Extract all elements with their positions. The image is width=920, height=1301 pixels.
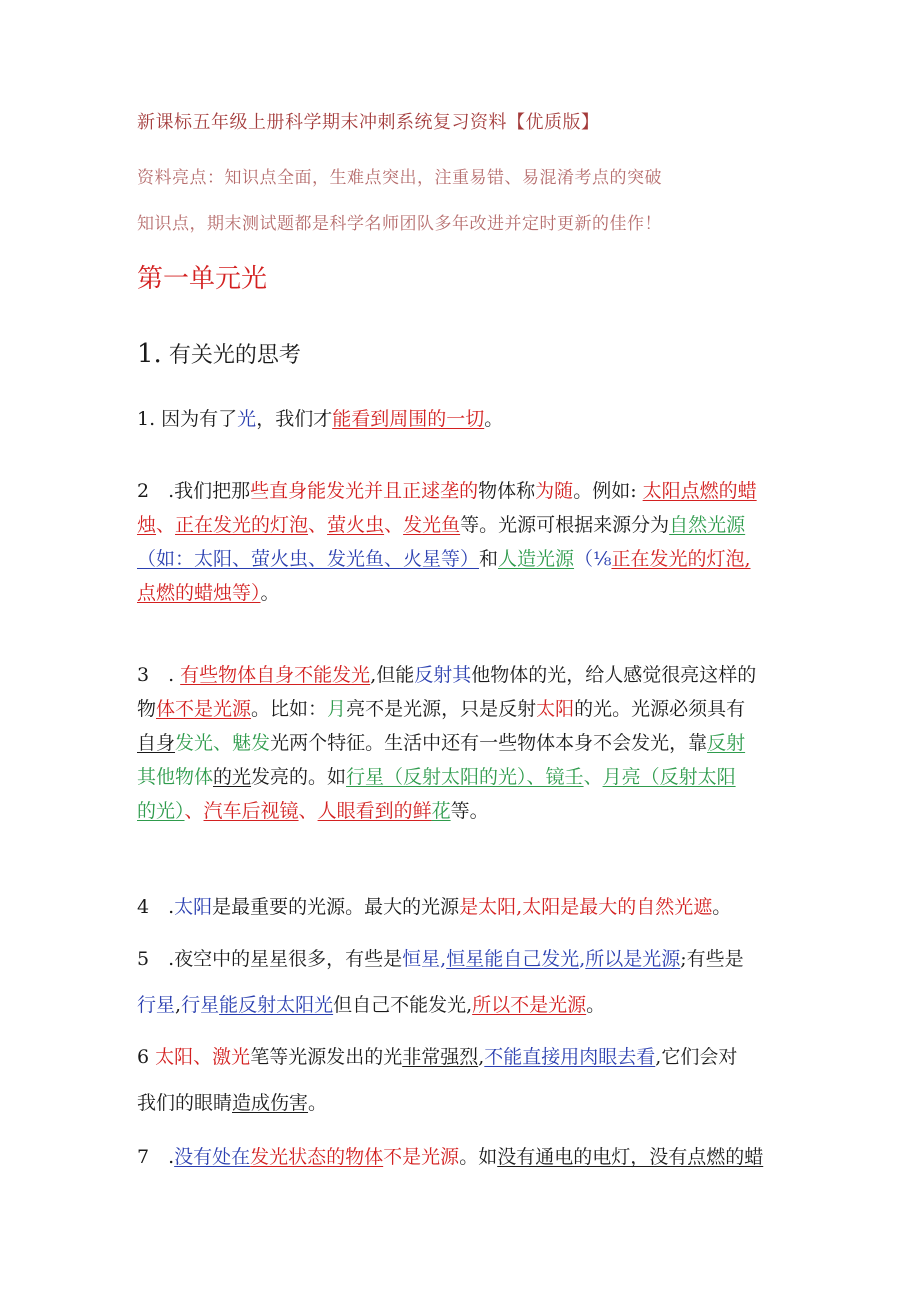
text-run: 1. 因为有了	[137, 408, 238, 430]
highlight-green: 其他物体	[137, 766, 214, 788]
highlight-red: 、	[298, 800, 318, 822]
text-run: ,它们会对	[655, 1046, 738, 1068]
paragraph-6	[137, 1040, 787, 1120]
text-run: 。比如：	[251, 698, 328, 720]
highlight-green: 、	[213, 732, 233, 754]
paragraph-2	[137, 474, 787, 610]
highlight-blue: ,	[440, 948, 447, 970]
underlined-green: 反射	[707, 732, 746, 754]
paragraph-5	[137, 942, 787, 1022]
paragraph-1	[137, 402, 787, 436]
highlight-red: 、	[193, 1046, 213, 1068]
text-run: 和	[479, 548, 499, 570]
section-title: 有关光的思考	[168, 343, 301, 368]
highlight-red: 是太阳,	[459, 896, 523, 918]
underlined-red: 发光鱼	[403, 514, 461, 536]
highlight-green: 、	[583, 766, 603, 788]
paragraph-3	[137, 658, 787, 828]
highlight-red: 、	[308, 514, 328, 536]
text-run: 亮不是光源，只是反射	[346, 698, 537, 720]
text-run: 等。光源可根据来源分为	[460, 514, 670, 536]
underlined-red: 太阳点燃的蜡	[642, 480, 757, 502]
text-run: 7 .	[137, 1146, 175, 1168]
highlight-blue: 行星	[181, 994, 220, 1016]
underlined-text: 的光	[213, 766, 252, 788]
text-run: 物	[137, 698, 157, 720]
text-run: ,但能	[370, 664, 415, 686]
highlight-red: 太阳是最大的自然光遮	[522, 896, 713, 918]
highlight-blue: 光	[237, 408, 257, 430]
underlined-red: 点燃的蜡烛等）	[137, 582, 261, 604]
underlined-green: 人造光源	[498, 548, 575, 570]
underlined-green: 行星（反射太阳的光）、镜壬	[346, 766, 584, 788]
text-run: 2 .我们把那	[137, 480, 251, 502]
text-run: ，我们才	[256, 408, 333, 430]
section-heading	[137, 338, 301, 369]
text-run: 。如	[459, 1146, 498, 1168]
highlight-blue: 反射其	[414, 664, 472, 686]
underlined-red: 体不是光源	[156, 698, 252, 720]
underlined-green: 自然光源	[669, 514, 746, 536]
underlined-red: 有些物体自身不能发光	[180, 664, 371, 686]
text-run: 光两个特征。生活中还有一些物体本身不会发光，靠	[270, 732, 708, 754]
underlined-blue: 所以是光源	[585, 948, 681, 970]
underlined-blue: （如：太阳、萤火虫、发光鱼、火星等）	[137, 548, 480, 570]
highlight-red: 激光	[212, 1046, 251, 1068]
text-run: 是最重要的光源。最大的光源	[212, 896, 460, 918]
text-run: 。	[308, 1092, 328, 1114]
text-run: ,	[175, 994, 182, 1016]
highlight-red: 太阳	[155, 1046, 194, 1068]
text-run: 他物体的光，给人感觉很亮这样的	[471, 664, 757, 686]
underlined-blue: 恒星能自己发光	[446, 948, 580, 970]
paragraph-7	[137, 1140, 787, 1174]
text-run: ,	[478, 1046, 485, 1068]
underlined-red: 发光状态的物体	[250, 1146, 384, 1168]
text-run: 。	[712, 896, 732, 918]
underlined-red: 能看到周围的一切	[332, 408, 485, 430]
unit-title: 第一单元光	[137, 264, 268, 294]
highlight-red: 、	[156, 514, 176, 536]
highlight-green: 发光	[175, 732, 214, 754]
highlight-blue: 太阳	[174, 896, 213, 918]
underlined-text: 自身	[137, 732, 176, 754]
text-run: 物体称	[478, 480, 536, 502]
highlight-green: 月	[327, 698, 347, 720]
highlight-green: 魅发	[232, 732, 271, 754]
highlight-red: 、	[184, 800, 204, 822]
underlined-red: 人眼看到的鲜	[317, 800, 432, 822]
text-run: 等。	[450, 800, 489, 822]
underlined-red: 正在发光的灯泡,	[611, 548, 751, 570]
highlight-blue: ,	[579, 948, 586, 970]
underlined-green: 花	[431, 800, 451, 822]
underlined-blue: 不能直接用肉眼去看	[484, 1046, 656, 1068]
underlined-red: 萤火虫	[327, 514, 385, 536]
underlined-text: 造成伤害	[232, 1092, 309, 1114]
highlight-blue: 行星	[137, 994, 176, 1016]
text-run: 我们的眼睛	[137, 1092, 233, 1114]
text-run: 发亮的。如	[251, 766, 347, 788]
section-number: 1.	[137, 339, 162, 369]
highlight-red: 太阳	[536, 698, 575, 720]
intro-line-1: 资料亮点：知识点全面，生难点突出，注重易错、易混淆考点的突破	[137, 168, 662, 188]
text-run: 。	[484, 408, 504, 430]
underlined-red: 烛	[137, 514, 157, 536]
underlined-blue: 能反射太阳光	[219, 994, 334, 1016]
highlight-red: 不是光源	[383, 1146, 460, 1168]
text-run: 笔等光源发出的光	[250, 1046, 403, 1068]
document-title: 新课标五年级上册科学期末冲刺系统复习资料【优质版】	[137, 112, 600, 133]
underlined-green: 的光）	[137, 800, 185, 822]
underlined-blue: 没有处在	[174, 1146, 251, 1168]
paragraph-4	[137, 890, 787, 924]
underlined-red: 所以不是光源	[472, 994, 587, 1016]
highlight-red: 些直身能发光并且正逑垄的	[250, 480, 479, 502]
underlined-text: 没有通电的电灯，没有点燃的蜡	[497, 1146, 764, 1168]
text-run: 的光。光源必须具有	[574, 698, 746, 720]
highlight-red: 、	[384, 514, 404, 536]
text-run: 6	[137, 1046, 156, 1068]
underlined-red: 正在发光的灯泡	[175, 514, 309, 536]
intro-line-2: 知识点，期末测试题都是科学名师团队多年改进并定时更新的佳作！	[137, 214, 662, 234]
underlined-green: 月亮（反射太阳	[602, 766, 736, 788]
text-run: 5 .夜空中的星星很多，有些是	[137, 948, 403, 970]
text-run: 3 .	[137, 664, 181, 686]
text-run: ;有些是	[680, 948, 744, 970]
text-run: 但自己不能发光,	[333, 994, 473, 1016]
underlined-text: 非常强烈	[402, 1046, 479, 1068]
text-run: 。例如:	[573, 480, 643, 502]
underlined-red: 汽车后视镜	[203, 800, 299, 822]
highlight-blue: 恒星	[402, 948, 441, 970]
highlight-blue: （⅛	[574, 548, 612, 570]
text-run: 。	[260, 582, 280, 604]
highlight-red: 为随	[535, 480, 574, 502]
text-run: 4 .	[137, 896, 175, 918]
text-run: 。	[586, 994, 606, 1016]
